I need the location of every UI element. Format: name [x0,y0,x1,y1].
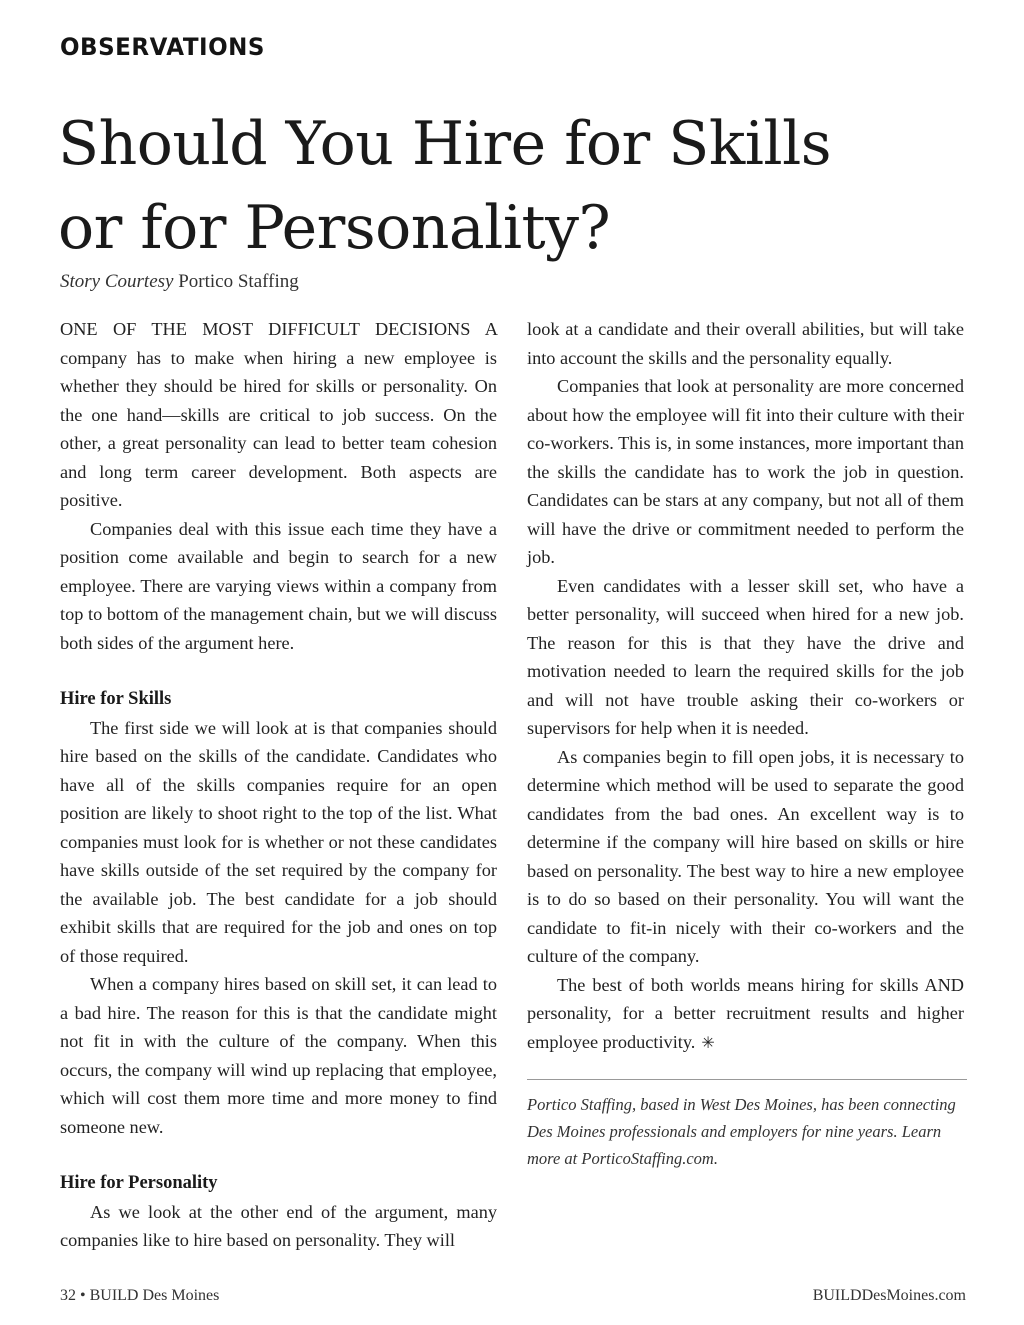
bio-divider [527,1079,967,1080]
paragraph: Even candidates with a lesser skill set, who have a better personality, will succeed when hired for a new job. The reason for this is that they have the drive and motivation needed to learn the required skills for the job and will not have trouble asking their co-workers or supervisors for help when it is needed. [527,575,964,738]
section-label: OBSERVATIONS [60,34,265,62]
footer-page-info: 32 • BUILD Des Moines [60,1287,220,1304]
byline-source: Portico Staffing [178,271,299,292]
headline-line-1: Should You Hire for Skills [58,109,832,179]
headline-line-2: or for Personality? [58,193,611,263]
page-title [58,102,958,270]
end-mark-icon: ✳ [701,1034,715,1052]
subheading-hire-for-personality: Hire for Personality [60,1173,218,1193]
byline-prefix: Story Courtesy [60,271,174,292]
paragraph: As companies begin to fill open jobs, it is necessary to determine which method will be used to separate the good candidates from the bad ones. An excellent way is to determine if the company will hire based on skills or hire based on personality. The best way to hire a new employee is to do so based on their personality. You will want the candidate to fit-in nicely with their co-workers and the culture of the company. [527,746,964,966]
closing-paragraph [527,971,964,1059]
intro-rest: company has to make when hiring a new employee is whether they should be hired for skills or personality. On the one hand—skills are critical to job success. On the other, a great personality can lead to better team cohesion and long term career development. Both aspects are positive. [60,347,497,510]
article-column-left [60,315,497,1255]
paragraph: When a company hires based on skill set, it can lead to a bad hire. The reason for this is that the candidate might not fit in with the culture of the company. When this occurs, the company will wind up replacing that employee, which will cost them more time and more money to find someone new. [60,974,497,1137]
paragraph: look at a candidate and their overall abilities, but will take into account the skills and the personality equally. [527,319,964,368]
subheading-hire-for-skills: Hire for Skills [60,689,172,709]
paragraph: Companies that look at personality are more concerned about how the employee will fit into their culture with their co-workers. This is, in some instances, more important than the skills the candidate has to work the job in question. Candidates can be stars at any company, but not all of them will have the drive or commitment needed to perform the job. [527,376,964,567]
intro-caps: ONE OF THE MOST DIFFICULT DECISIONS A [60,319,497,339]
author-bio: Portico Staffing, based in West Des Moines, has been connecting Des Moines professionals and employers for nine years. Learn more at PorticoStaffing.com. [527,1095,956,1168]
byline [60,271,299,293]
closing-text: The best of both worlds means hiring for skills AND personality, for a better recruitment results and higher employee productivity. [527,974,964,1052]
paragraph: Companies deal with this issue each time they have a position come available and begin to search for a new employee. There are varying views within a company from top to bottom of the management chain, but we will discuss both sides of the argument here. [60,518,497,653]
paragraph: The first side we will look at is that companies should hire based on the skills of the candidate. Candidates who have all of the skills companies require for an open position are likely to shoot right to the top of the list. What companies must look for is whether or not these candidates have skills outside of the set required by the company for the available job. The best candidate for a job should exhibit skills that are required for the job and ones on top of those required. [60,717,497,966]
paragraph: As we look at the other end of the argument, many companies like to hire based on personality. They will [60,1201,497,1250]
footer-website: BUILDDesMoines.com [812,1287,966,1304]
intro-paragraph [60,315,497,515]
article-column-right [527,315,964,1058]
